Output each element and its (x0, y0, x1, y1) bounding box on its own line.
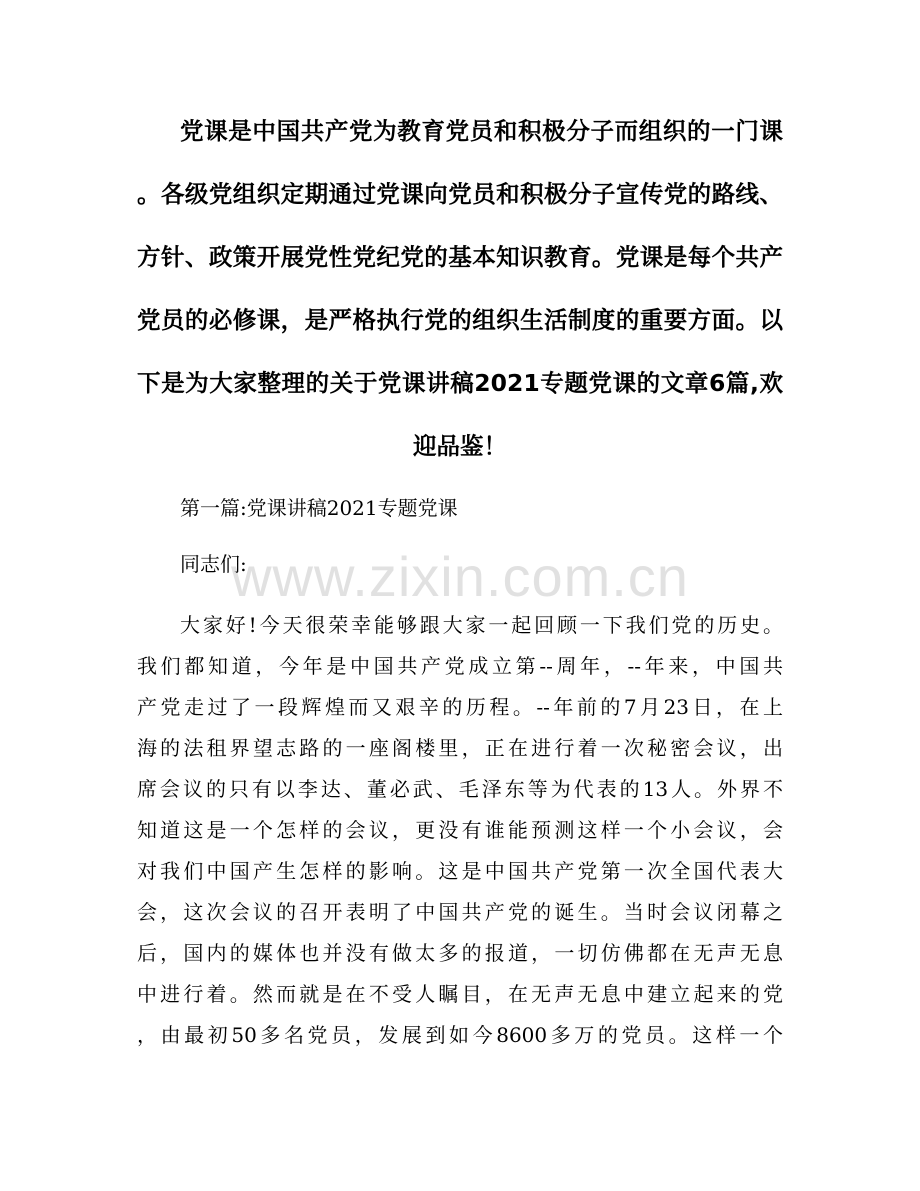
body-line-5: 席会议的只有以李达、董必武、毛泽东等为代表的13人。外界不 (137, 777, 783, 801)
intro-line-4: 党员的必修课，是严格执行党的组织生活制度的重要方面。以 (137, 306, 783, 334)
body-line-3: 产党走过了一段辉煌而又艰辛的历程。--年前的7月23日，在上 (137, 695, 783, 719)
body-line-11: ，由最初50多名党员，发展到如今8600多万的党员。这样一个 (137, 1023, 783, 1047)
body-line-10: 中进行着。然而就是在不受人瞩目，在无声无息中建立起来的党 (137, 982, 783, 1006)
body-line-4: 海的法租界望志路的一座阁楼里，正在进行着一次秘密会议，出 (137, 736, 783, 760)
body-line-7: 对我们中国产生怎样的影响。这是中国共产党第一次全国代表大 (137, 859, 783, 883)
article-title: 第一篇:党课讲稿2021专题党课 (180, 496, 458, 520)
watermark-text: www.zixin.com.cn (231, 545, 689, 608)
body-line-2: 我们都知道，今年是中国共产党成立第--周年，--年来，中国共 (137, 654, 783, 678)
body-line-8: 会，这次会议的召开表明了中国共产党的诞生。当时会议闭幕之 (137, 900, 783, 924)
intro-line-6: 迎品鉴！ (413, 432, 507, 460)
intro-line-1: 党课是中国共产党为教育党员和积极分子而组织的一门课 (180, 117, 783, 145)
body-line-6: 知道这是一个怎样的会议，更没有谁能预测这样一个小会议，会 (137, 818, 783, 842)
intro-line-2: 。各级党组织定期通过党课向党员和积极分子宣传党的路线、 (137, 180, 783, 208)
intro-line-3: 方针、政策开展党性党纪党的基本知识教育。党课是每个共产 (137, 243, 783, 271)
salutation: 同志们: (180, 552, 247, 576)
body-line-9: 后，国内的媒体也并没有做太多的报道，一切仿佛都在无声无息 (137, 941, 783, 965)
intro-line-5: 下是为大家整理的关于党课讲稿2021专题党课的文章6篇,欢 (137, 369, 783, 397)
body-line-1: 大家好!今天很荣幸能够跟大家一起回顾一下我们党的历史。 (180, 613, 783, 637)
